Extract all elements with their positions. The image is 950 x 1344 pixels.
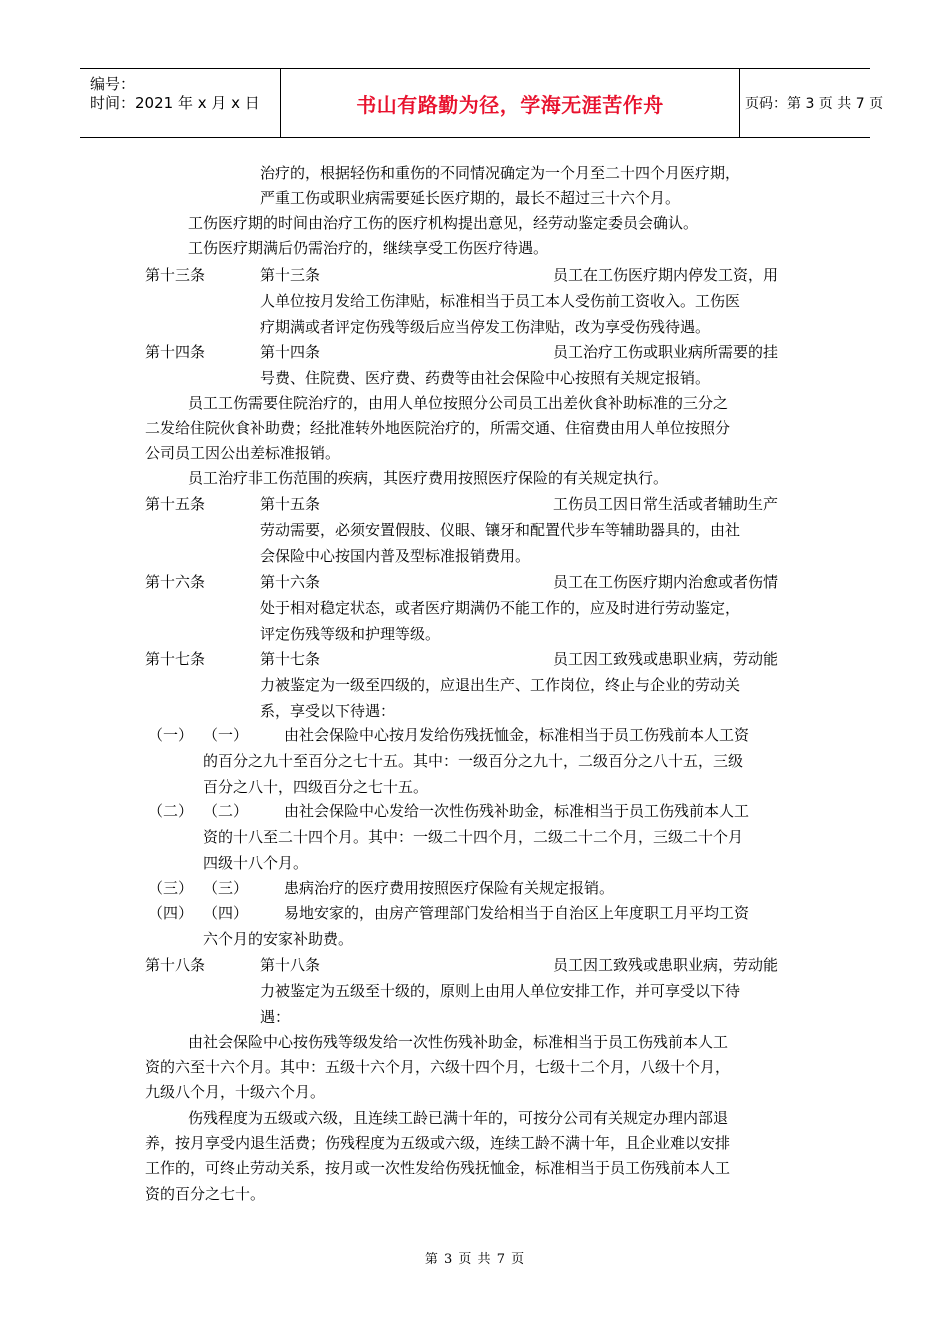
article-text: 劳动需要，必须安置假肢、仪眼、镶牙和配置代步车等辅助器具的，由社 [260, 521, 741, 539]
body-line: 养，按月享受内退生活费；伤残程度为五级或六级，连续工龄不满十年，且企业难以安排 [145, 1134, 731, 1152]
article-text: 会保险中心按国内普及型标准报销费用。 [260, 547, 531, 565]
article-text: 力被鉴定为五级至十级的，原则上由用人单位安排工作，并可享受以下待 [260, 982, 741, 1000]
article-text: 系，享受以下待遇： [260, 702, 396, 720]
article-number: 第十六条 [145, 573, 206, 591]
body-line: 由社会保险中心按伤残等级发给一次性伤残补助金，标准相当于员工伤残前本人工 [188, 1033, 729, 1051]
body-line: 工伤医疗期满后仍需治疗的，继续享受工伤医疗待遇。 [188, 239, 549, 257]
item-number: （三） [148, 879, 194, 897]
item-text: 百分之八十，四级百分之七十五。 [203, 778, 429, 796]
article-text: 疗期满或者评定伤残等级后应当停发工伤津贴，改为享受伤残待遇。 [260, 318, 711, 336]
article-text: 人单位按月发给工伤津贴，标准相当于员工本人受伤前工资收入。工伤医 [260, 292, 741, 310]
body-line: 员工治疗非工伤范围的疾病，其医疗费用按照医疗保险的有关规定执行。 [188, 469, 669, 487]
item-text: 由社会保险中心发给一次性伤残补助金，标准相当于员工伤残前本人工 [284, 802, 750, 820]
article-text: 员工在工伤医疗期内停发工资，用 [553, 266, 779, 284]
article-number: 第十四条 [145, 343, 206, 361]
article-text: 力被鉴定为一级至四级的，应退出生产、工作岗位，终止与企业的劳动关 [260, 676, 741, 694]
body-line: 严重工伤或职业病需要延长医疗期的，最长不超过三十六个月。 [260, 189, 681, 207]
body-line: 工伤医疗期的时间由治疗工伤的医疗机构提出意见，经劳动鉴定委员会确认。 [188, 214, 699, 232]
item-number: （一） [148, 726, 194, 744]
body-line: 资的六至十六个月。其中：五级十六个月，六级十四个月，七级十二个月，八级十个月， [145, 1058, 731, 1076]
item-number: （二） [203, 802, 249, 820]
item-number: （四） [148, 904, 194, 922]
article-number: 第十八条 [145, 956, 206, 974]
article-text: 员工在工伤医疗期内治愈或者伤情 [553, 573, 779, 591]
item-number: （四） [203, 904, 249, 922]
article-number: 第十七条 [260, 650, 321, 668]
item-text: 资的十八至二十四个月。其中：一级二十四个月，二级二十二个月，三级二十个月 [203, 828, 744, 846]
header-page-number: 页码：第 3 页 共 7 页 [745, 96, 884, 112]
item-text: 四级十八个月。 [203, 854, 309, 872]
body-line: 治疗的，根据轻伤和重伤的不同情况确定为一个月至二十四个月医疗期， [260, 164, 741, 182]
body-line: 员工工伤需要住院治疗的，由用人单位按照分公司员工出差伙食补助标准的三分之 [188, 394, 729, 412]
body-line: 公司员工因公出差标准报销。 [145, 444, 341, 462]
article-text: 员工治疗工伤或职业病所需要的挂 [553, 343, 779, 361]
article-text: 遇： [260, 1008, 291, 1026]
document-number-label: 编号： [90, 75, 136, 93]
article-number: 第十三条 [145, 266, 206, 284]
article-text: 工伤员工因日常生活或者辅助生产 [553, 495, 779, 513]
item-text: 患病治疗的医疗费用按照医疗保险有关规定报销。 [284, 879, 615, 897]
page-header [80, 68, 884, 138]
body-line: 资的百分之七十。 [145, 1185, 266, 1203]
page-footer: 第 3 页 共 7 页 [424, 1252, 526, 1267]
item-text: 六个月的安家补助费。 [203, 930, 354, 948]
item-text: 的百分之九十至百分之七十五。其中：一级百分之九十，二级百分之八十五，三级 [203, 752, 744, 770]
item-number: （三） [203, 879, 249, 897]
body-line: 二发给住院伙食补助费；经批准转外地医院治疗的，所需交通、住宿费由用人单位按照分 [145, 419, 731, 437]
article-number: 第十四条 [260, 343, 321, 361]
document-date-label: 时间：2021 年 x 月 x 日 [90, 94, 260, 112]
article-number: 第十三条 [260, 266, 321, 284]
article-number: 第十六条 [260, 573, 321, 591]
item-number: （二） [148, 802, 194, 820]
article-number: 第十五条 [145, 495, 206, 513]
article-text: 员工因工致残或患职业病，劳动能 [553, 956, 779, 974]
item-text: 易地安家的，由房产管理部门发给相当于自治区上年度职工月平均工资 [284, 904, 750, 922]
body-line: 工作的，可终止劳动关系，按月或一次性发给伤残抚恤金，标准相当于员工伤残前本人工 [145, 1159, 731, 1177]
article-number: 第十七条 [145, 650, 206, 668]
article-text: 员工因工致残或患职业病，劳动能 [553, 650, 779, 668]
article-text: 处于相对稳定状态，或者医疗期满仍不能工作的，应及时进行劳动鉴定， [260, 599, 741, 617]
item-text: 由社会保险中心按月发给伤残抚恤金，标准相当于员工伤残前本人工资 [284, 726, 750, 744]
body-line: 伤残程度为五级或六级，且连续工龄已满十年的，可按分公司有关规定办理内部退 [188, 1109, 729, 1127]
article-number: 第十八条 [260, 956, 321, 974]
article-text: 评定伤残等级和护理等级。 [260, 625, 441, 643]
item-number: （一） [203, 726, 249, 744]
header-motto-cell [280, 69, 740, 137]
body-line: 九级八个月，十级六个月。 [145, 1083, 326, 1101]
header-info-cell [80, 69, 280, 137]
article-number: 第十五条 [260, 495, 321, 513]
header-motto: 书山有路勤为径，学海无涯苦作舟 [356, 92, 664, 117]
article-text: 号费、住院费、医疗费、药费等由社会保险中心按照有关规定报销。 [260, 369, 711, 387]
